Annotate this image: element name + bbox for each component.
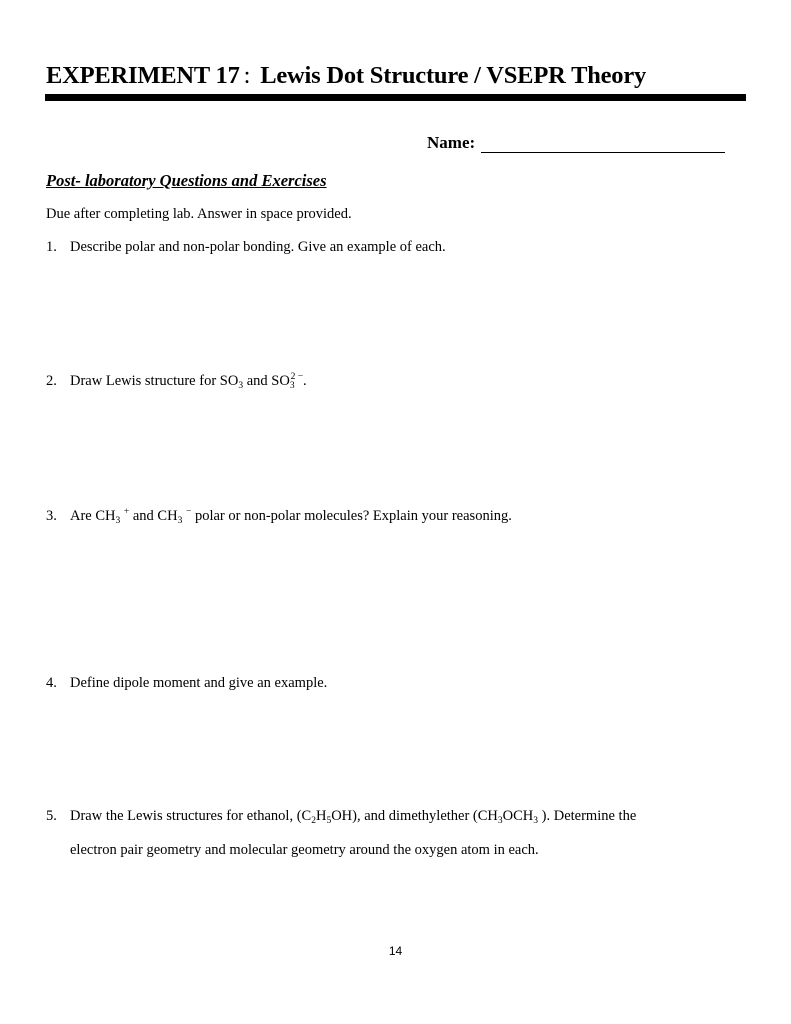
page-number: 14 [388, 944, 403, 958]
name-label: Name: [427, 133, 476, 152]
question-text: Draw the Lewis structures for ethanol, $(C_2H_5OH)$, and dimethylether ($CH_3OCH_3$ ). Determine the [70, 808, 637, 826]
question-text: Are $CH_3$ + and $CH_3$ − polar or non-polar molecules? Explain your reasoning. [70, 507, 512, 526]
title-underline-rule [45, 94, 746, 101]
question-4 [46, 675, 327, 692]
question-number: 5. [46, 808, 57, 824]
name-field [427, 133, 725, 153]
question-text: Draw Lewis structure for $SO_3$ and $SO_3^{2 -}$. [70, 372, 307, 391]
question-1 [46, 239, 446, 256]
page-title [46, 62, 646, 90]
question-3 [46, 508, 512, 525]
instructions-text: Due after completing lab. Answer in space provided. [46, 206, 352, 222]
question-number: 2. [46, 373, 57, 389]
title-experiment: EXPERIMENT 17 [46, 62, 240, 89]
title-separator: : [243, 62, 251, 89]
question-2 [46, 373, 307, 390]
name-blank-line[interactable] [481, 134, 725, 153]
question-text: Describe polar and non-polar bonding. Give an example of each. [70, 239, 446, 255]
question-number: 4. [46, 675, 57, 691]
question-number: 3. [46, 508, 57, 524]
question-5-continuation: electron pair geometry and molecular geometry around the oxygen atom in each. [70, 842, 539, 858]
question-number: 1. [46, 239, 57, 255]
question-5 [46, 808, 636, 825]
question-text: Define dipole moment and give an example. [70, 675, 328, 691]
section-heading: Post- laboratory Questions and Exercises [46, 171, 327, 190]
title-topic: Lewis Dot Structure / VSEPR Theory [260, 62, 647, 89]
